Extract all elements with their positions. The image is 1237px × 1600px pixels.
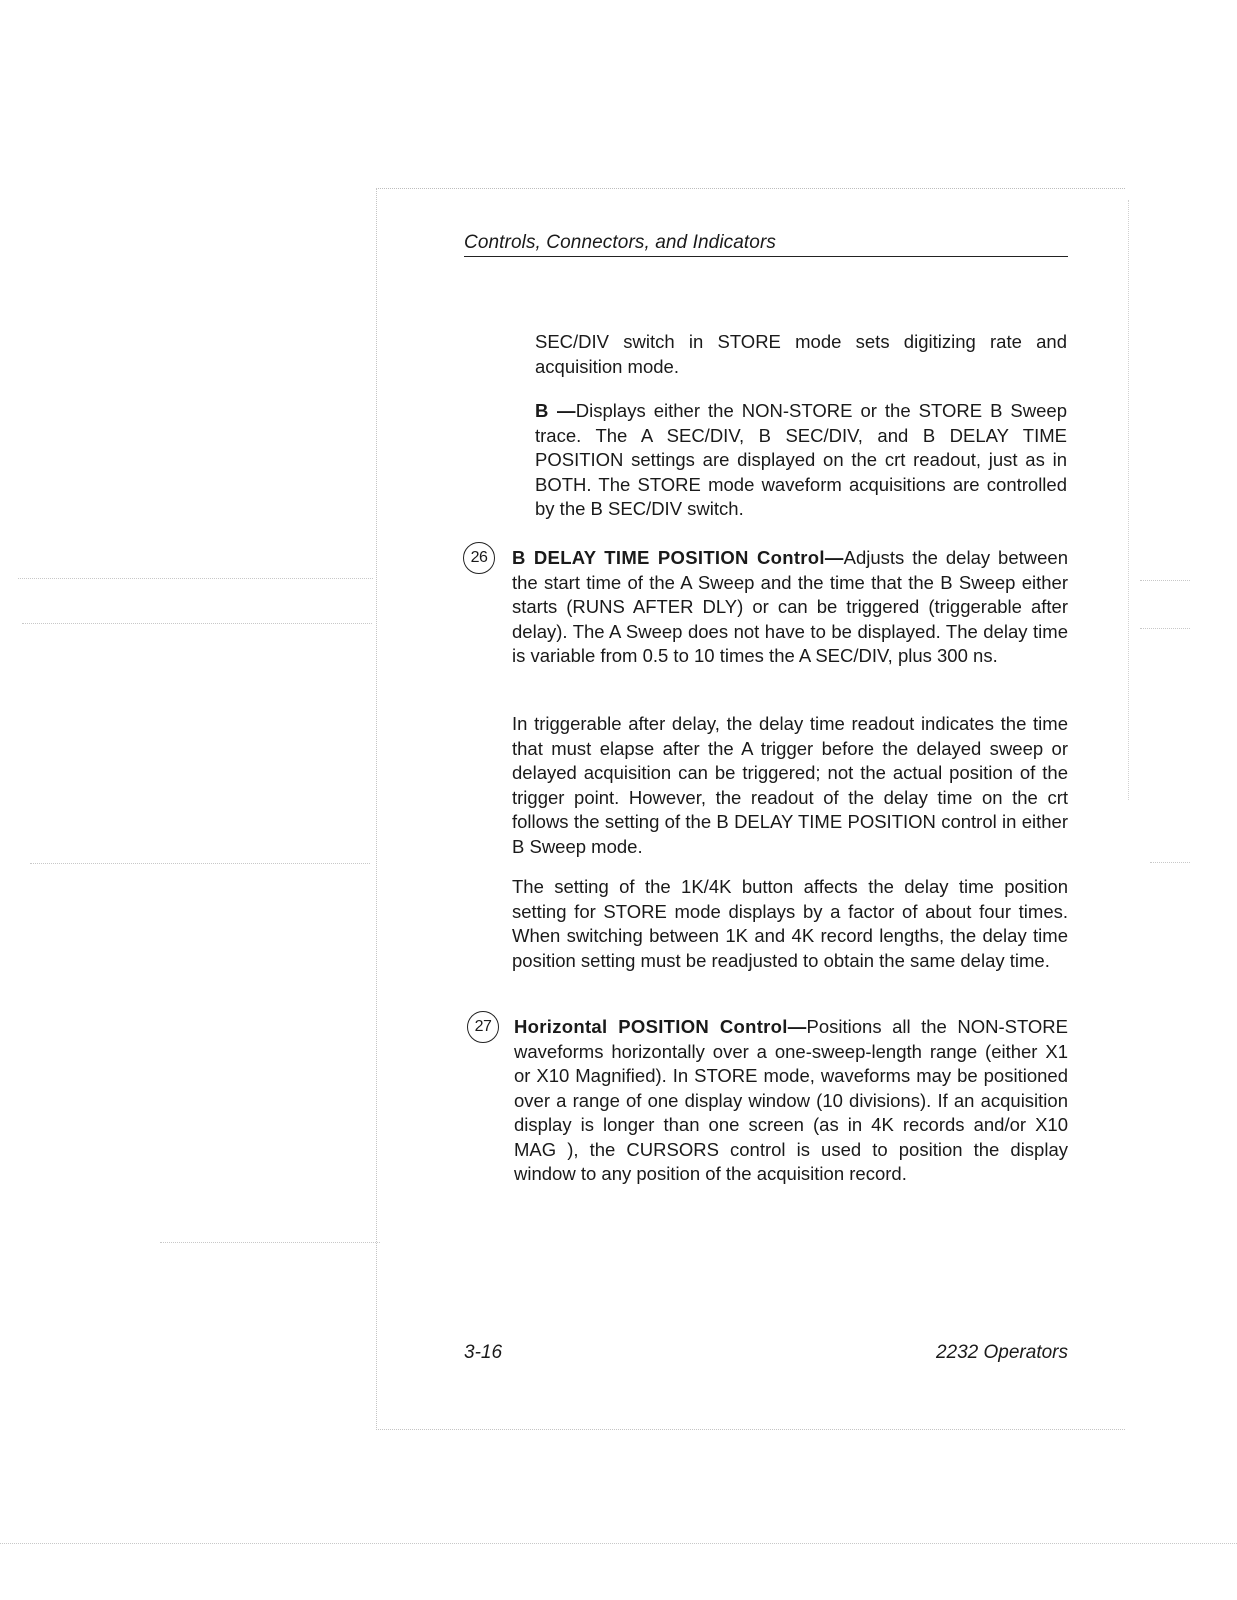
store-sec-div-paragraph <box>535 330 1067 379</box>
item-27-paragraph <box>514 1015 1068 1187</box>
em-dash: — <box>548 400 576 421</box>
page-number: 3-16 <box>464 1342 503 1363</box>
em-dash: — <box>824 547 844 568</box>
b-item-text: Displays either the NON-STORE or the STORE B Sweep trace. The A SEC/DIV, B SEC/DIV, and B DELAY TIME POSITION settings are displayed on the crt readout, just as in BOTH. The STORE mode waveform acquisitions are controlled by the B SEC/DIV switch. <box>535 400 1067 519</box>
store-sec-div-text: SEC/DIV switch in STORE mode sets digitizing rate and acquisition mode. <box>535 331 1067 377</box>
item-26-text: Adjusts the delay between the start time of the A Sweep and the time that the B Sweep either starts (RUNS AFTER DLY) or can be triggered (triggerable after delay). The A Sweep does not have to be displayed. The delay time is variable from 0.5 to 10 times the A SEC/DIV, plus 300 ns. <box>512 547 1068 666</box>
item-26-paragraph-2: In triggerable after delay, the delay time readout indicates the time that must elapse after the A trigger before the delayed sweep or delayed acquisition can be triggered; not the actual position of the trigger point. However, the readout of the delay time on the crt follows the setting of the B DELAY TIME POSITION control in either B Sweep mode. <box>512 713 1068 857</box>
scan-artifact-line <box>30 863 370 864</box>
scan-artifact-line <box>18 578 373 579</box>
manual-name: 2232 Operators <box>935 1342 1068 1363</box>
scan-artifact-line <box>1140 628 1190 629</box>
item-26-paragraph-3: The setting of the 1K/4K button affects the delay time position setting for STORE mode displays by a factor of about four times. When switching between 1K and 4K record lengths, the delay time position setting must be readjusted to obtain the same delay time. <box>512 876 1068 971</box>
scan-artifact-line <box>22 623 372 624</box>
b-item-lead: B <box>535 400 549 421</box>
scan-artifact-line <box>1140 580 1190 581</box>
scan-artifact-line <box>1128 200 1129 800</box>
b-item-paragraph <box>535 399 1067 522</box>
scan-artifact-line <box>160 1242 380 1243</box>
scan-artifact-line <box>0 1543 1237 1544</box>
scan-artifact-line <box>1150 862 1190 863</box>
item-26-paragraph <box>512 546 1068 669</box>
page-header: Controls, Connectors, and Indicators <box>464 232 1068 257</box>
item-26-title: B DELAY TIME POSITION Control <box>512 547 825 568</box>
item-27-callout: 27 <box>467 1011 499 1043</box>
item-26-callout: 26 <box>463 542 495 574</box>
item-27-title: Horizontal POSITION Control <box>514 1016 788 1037</box>
item-27-text: Positions all the NON-STORE waveforms horizontally over a one-sweep-length range (either X1 or X10 Magnified). In STORE mode, waveforms may be positioned over a range of one display window (10 divisions). If an acquisition display is longer than one screen (as in 4K records and/or X10 MAG ), the CURSORS control is used to position the display window to any position of the acquisition record. <box>514 1016 1068 1184</box>
em-dash: — <box>787 1016 807 1037</box>
